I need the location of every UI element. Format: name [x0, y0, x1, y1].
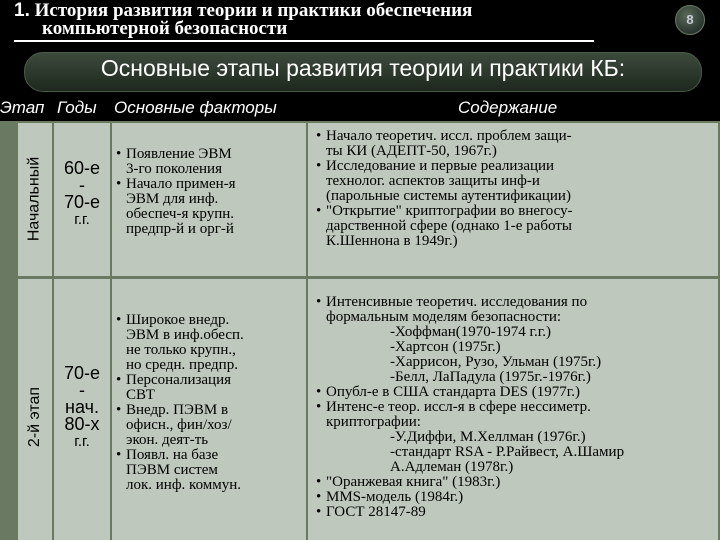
stage-label: Начальный	[25, 156, 43, 242]
bullet-icon: •	[316, 399, 322, 415]
bullet-icon: •	[116, 146, 122, 162]
bullet-icon: •	[316, 294, 322, 310]
list-text: Внедр. ПЭВМ в	[126, 402, 229, 418]
list-text: -Харрисон, Рузо, Ульман (1975г.)	[390, 354, 602, 370]
year-label: -	[79, 175, 85, 195]
stage-label: 2-й этап	[26, 386, 43, 448]
list-text: Появление ЭВМ	[126, 146, 232, 162]
banner	[24, 52, 702, 92]
list-text: Появл. на базе	[126, 447, 219, 463]
bullet-icon: •	[116, 176, 122, 192]
year-label: 70-е	[63, 363, 101, 383]
list-text: -стандарт RSA - Р.Райвест, А.Шамир	[390, 444, 625, 460]
list-text: А.Адлеман (1978г.)	[390, 459, 514, 475]
year-label: -	[79, 380, 85, 400]
list-line	[316, 490, 714, 505]
list-line	[116, 207, 304, 222]
content-list	[316, 295, 714, 520]
list-line	[316, 144, 714, 159]
list-line	[116, 433, 304, 448]
list-text: Опубл-е в США стандарта DES (1977г.)	[326, 384, 580, 400]
list-line	[116, 418, 304, 433]
list-line	[116, 478, 304, 493]
bullet-icon: •	[116, 372, 122, 388]
table-header	[0, 96, 720, 121]
list-text: ты КИ (АДЕПТ-50, 1967г.)	[326, 143, 497, 159]
list-text: 3-го поколения	[126, 161, 222, 177]
list-text: экон. деят-ть	[126, 432, 209, 448]
bullet-icon: •	[116, 447, 122, 463]
list-line	[116, 358, 304, 373]
bullet-icon: •	[316, 474, 322, 490]
list-text: ПЭВМ систем	[126, 462, 218, 478]
list-line	[316, 370, 714, 385]
title-line-2: компьютерной безопасности	[42, 18, 288, 39]
stage-cell-2	[18, 279, 52, 540]
list-line	[316, 204, 714, 219]
list-line	[116, 463, 304, 478]
list-text: офисн., фин/хоз/	[126, 417, 232, 433]
list-text: лок. инф. коммун.	[126, 477, 242, 493]
list-line	[116, 147, 304, 162]
year-label: нач.	[65, 397, 99, 417]
list-text: Интенсивные теоретич. исследования по	[326, 294, 588, 310]
list-line	[116, 448, 304, 463]
list-text: СВТ	[126, 387, 155, 403]
header-content: Содержание	[458, 98, 558, 117]
title-underline	[14, 40, 594, 42]
factors-list	[116, 313, 304, 493]
list-text: К.Шеннона в 1949г.)	[326, 233, 458, 249]
years-text	[54, 365, 110, 450]
factors-cell-1	[112, 123, 306, 276]
years-cell-1	[54, 123, 110, 276]
list-line	[316, 475, 714, 490]
list-line	[316, 129, 714, 144]
list-text: технолог. аспектов защиты инф-и	[326, 173, 540, 189]
list-text: "Открытие" криптографии во внегосу-	[326, 203, 573, 219]
list-line	[316, 355, 714, 370]
list-line	[316, 505, 714, 520]
list-line	[116, 222, 304, 237]
list-line	[116, 388, 304, 403]
list-text: Широкое внедр.	[126, 312, 230, 328]
slide-number-badge: 8	[675, 5, 705, 35]
list-line	[316, 385, 714, 400]
section-number: 1.	[14, 0, 30, 21]
bullet-icon: •	[316, 203, 322, 219]
list-text: Персонализация	[126, 372, 232, 388]
header-factors: Основные факторы	[114, 98, 277, 117]
list-text: -Хоффман(1970-1974 г.г.)	[390, 324, 551, 340]
list-line	[316, 310, 714, 325]
list-text: не только крупн.,	[126, 342, 236, 358]
list-line	[316, 460, 714, 475]
content-list	[316, 129, 714, 249]
list-line	[116, 162, 304, 177]
list-line	[316, 295, 714, 310]
list-text: "Оранжевая книга" (1983г.)	[326, 474, 501, 490]
list-line	[316, 400, 714, 415]
list-text: Интенс-е теор. иссл-я в сфере нессиметр.	[326, 399, 591, 415]
list-line	[116, 373, 304, 388]
list-text: формальным моделям безопасности:	[326, 309, 562, 325]
list-line	[316, 325, 714, 340]
bullet-icon: •	[116, 402, 122, 418]
bullet-icon: •	[316, 489, 322, 505]
years-text	[54, 160, 110, 228]
list-text: дарственной сфере (однако 1-е работы	[326, 218, 572, 234]
list-line	[316, 174, 714, 189]
list-text: обеспеч-я крупн.	[126, 206, 235, 222]
list-line	[116, 343, 304, 358]
list-text: Начало примен-я	[126, 176, 236, 192]
list-text: но средн. предпр.	[126, 357, 238, 373]
list-text: криптографии:	[326, 414, 421, 430]
list-text: Начало теоретич. иссл. проблем защи-	[326, 128, 572, 144]
list-line	[116, 192, 304, 207]
header-years: Годы	[57, 98, 97, 117]
year-label: 60-е	[63, 158, 101, 178]
factors-cell-2	[112, 279, 306, 540]
list-text: ГОСТ 28147-89	[326, 504, 426, 520]
list-line	[316, 340, 714, 355]
content-cell-1	[308, 123, 718, 276]
list-line	[116, 313, 304, 328]
title-line-1: История развития теории и практики обеспечения	[34, 0, 473, 21]
year-label: 70-е	[63, 192, 101, 212]
list-text: (парольные системы аутентификации)	[326, 188, 571, 204]
year-label: г.г.	[74, 211, 90, 228]
list-line	[116, 403, 304, 418]
factors-list	[116, 147, 304, 237]
bullet-icon: •	[316, 158, 322, 174]
years-cell-2	[54, 279, 110, 540]
bullet-icon: •	[316, 128, 322, 144]
year-label: г.г.	[74, 433, 90, 450]
stage-cell-1	[18, 123, 52, 276]
list-line	[316, 159, 714, 174]
list-line	[316, 415, 714, 430]
list-text: предпр-й и орг-й	[126, 221, 234, 237]
list-text: MMS-модель (1984г.)	[326, 489, 464, 505]
list-text: ЭВМ для инф.	[126, 191, 219, 207]
bullet-icon: •	[316, 504, 322, 520]
list-line	[316, 234, 714, 249]
list-text: -Хартсон (1975г.)	[390, 339, 501, 355]
header-stage: Этап	[0, 98, 45, 117]
slide-header	[0, 0, 720, 45]
list-text: ЭВМ в инф.обесп.	[126, 327, 244, 343]
slide-title	[14, 2, 614, 38]
list-line	[116, 177, 304, 192]
list-text: -Белл, ЛаПадула (1975г.-1976г.)	[390, 369, 591, 385]
list-line	[316, 430, 714, 445]
list-line	[116, 328, 304, 343]
bullet-icon: •	[116, 312, 122, 328]
bullet-icon: •	[316, 384, 322, 400]
list-line	[316, 445, 714, 460]
banner-text: Основные этапы развития теории и практики КБ:	[100, 55, 626, 81]
list-text: -У.Диффи, М.Хеллман (1976г.)	[390, 429, 586, 445]
content-cell-2	[308, 279, 718, 540]
list-line	[316, 219, 714, 234]
list-text: Исследование и первые реализации	[326, 158, 555, 174]
year-label: 80-х	[64, 414, 100, 434]
list-line	[316, 189, 714, 204]
